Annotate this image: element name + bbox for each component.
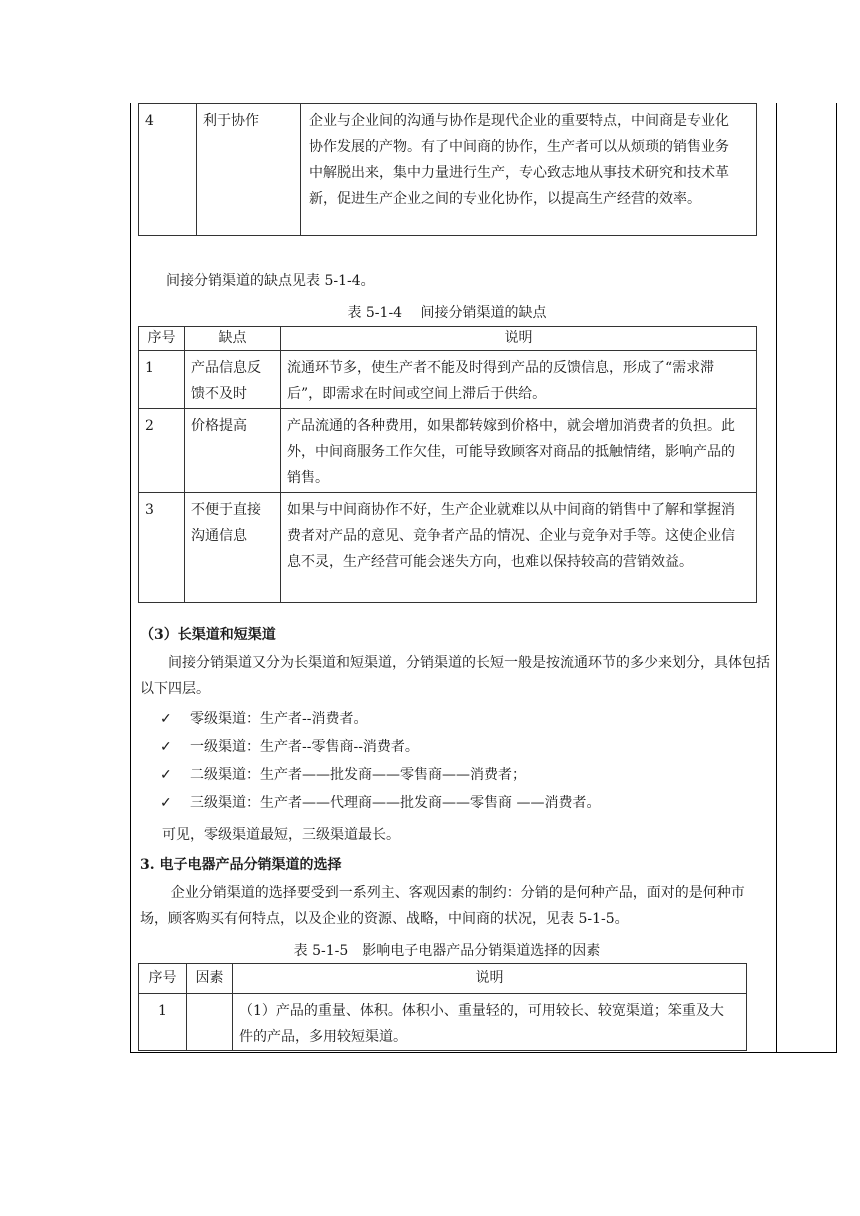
- check-icon: ✓: [160, 767, 172, 783]
- conclusion-text: 可见，零级渠道最短，三级渠道最长。: [162, 827, 400, 843]
- header-desc: 说明: [281, 327, 757, 351]
- table-5-1-5-caption: 表 5-1-5 影响电子电器产品分销渠道选择的因素: [293, 943, 601, 959]
- row-name: 不便于直接沟通信息: [185, 493, 281, 603]
- table-header-row: [139, 964, 747, 994]
- row-number: 4: [139, 104, 197, 236]
- table-row: [139, 104, 757, 236]
- header-name: 缺点: [185, 327, 281, 351]
- list-item-text: 一级渠道：生产者--零售商--消费者。: [190, 739, 419, 755]
- frame-left-border: [130, 103, 131, 1053]
- list-item-text: 三级渠道：生产者——代理商——批发商——零售商 ——消费者。: [190, 795, 601, 811]
- row-number: 2: [139, 409, 185, 493]
- row-number: 1: [139, 351, 185, 409]
- advantages-table-continued: [138, 103, 757, 236]
- row-number: 3: [139, 493, 185, 603]
- row-desc: 如果与中间商协作不好，生产企业就难以从中间商的销售中了解和掌握消费者对产品的意见、竞争者产品的情况、企业与竞争对手等。这使企业信息不灵，生产经营可能会迷失方向，也难以保持较高的营销效益。: [281, 493, 757, 603]
- disadvantages-table: [138, 326, 757, 603]
- header-name: 因素: [187, 964, 233, 994]
- check-icon: ✓: [160, 739, 172, 755]
- table-row: [139, 994, 747, 1051]
- table-row: [139, 409, 757, 493]
- row-name: 产品信息反馈不及时: [185, 351, 281, 409]
- list-item: [160, 706, 367, 732]
- row-desc: 企业与企业间的沟通与协作是现代企业的重要特点，中间商是专业化协作发展的产物。有了中间商的协作，生产者可以从烦琐的销售业务中解脱出来，集中力量进行生产，专心致志地从事技术研究和技术革新，促进生产企业之间的专业化协作，以提高生产经营的效率。: [301, 104, 757, 236]
- list-item-text: 二级渠道：生产者——批发商——零售商——消费者；: [190, 767, 526, 783]
- row-number: 1: [139, 994, 187, 1051]
- section-paragraph: 间接分销渠道又分为长渠道和短渠道，分销渠道的长短一般是按流通环节的多少来划分，具体包括以下四层。: [140, 655, 770, 697]
- frame-right-border: [836, 103, 837, 1053]
- section-paragraph: 企业分销渠道的选择要受到一系列主、客观因素的制约：分销的是何种产品，面对的是何种市场，顾客购买有何特点，以及企业的资源、战略，中间商的状况，见表 5-1-5。: [140, 885, 745, 927]
- row-desc: 产品流通的各种费用，如果都转嫁到价格中，就会增加消费者的负担。此外，中间商服务工作欠佳，可能导致顾客对商品的抵触情绪，影响产品的销售。: [281, 409, 757, 493]
- table-5-1-4-caption: 表 5-1-4 间接分销渠道的缺点: [347, 305, 547, 321]
- table-row: [139, 493, 757, 603]
- header-no: 序号: [139, 964, 187, 994]
- check-icon: ✓: [160, 711, 172, 727]
- list-item: [160, 790, 600, 816]
- section-heading-long-short-channels: （3）长渠道和短渠道: [140, 627, 276, 643]
- table-row: [139, 351, 757, 409]
- frame-bottom-border: [130, 1052, 837, 1053]
- header-desc: 说明: [233, 964, 747, 994]
- check-icon: ✓: [160, 795, 172, 811]
- list-item-text: 零级渠道：生产者--消费者。: [190, 711, 368, 727]
- list-item: [160, 734, 419, 760]
- frame-inner-right-border: [776, 103, 777, 1053]
- row-name: 价格提高: [185, 409, 281, 493]
- list-item: [160, 762, 526, 788]
- row-desc: （1）产品的重量、体积。体积小、重量轻的，可用较长、较宽渠道；笨重及大件的产品，多用较短渠道。: [233, 994, 747, 1051]
- table-header-row: [139, 327, 757, 351]
- row-desc: 流通环节多，使生产者不能及时得到产品的反馈信息，形成了“需求滞后”，即需求在时间或空间上滞后于供给。: [281, 351, 757, 409]
- row-name: [187, 994, 233, 1051]
- disadvantage-intro: 间接分销渠道的缺点见表 5-1-4。: [166, 273, 375, 289]
- section-heading-channel-selection: 3. 电子电器产品分销渠道的选择: [140, 857, 342, 873]
- row-name: 利于协作: [197, 104, 301, 236]
- header-no: 序号: [139, 327, 185, 351]
- factors-table: [138, 963, 747, 1051]
